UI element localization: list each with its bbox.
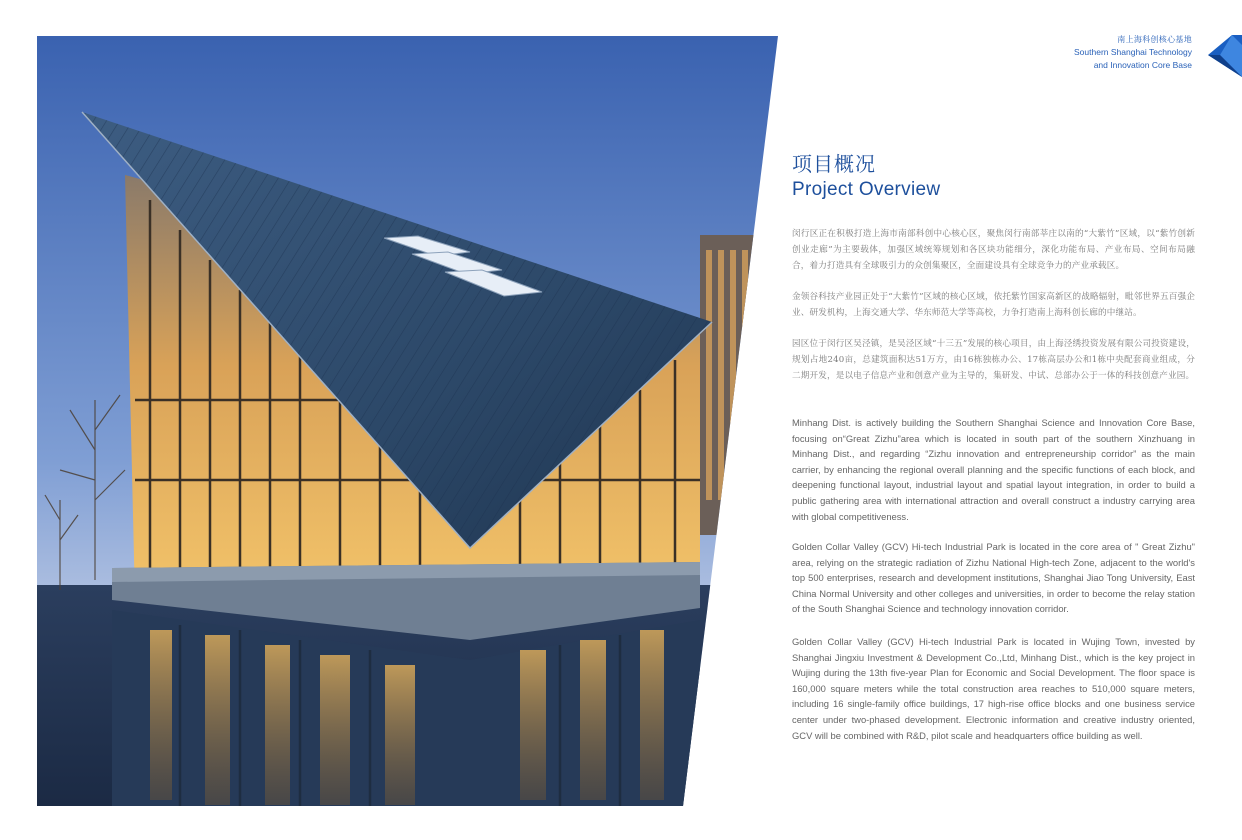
brand-name-en-line2: and Innovation Core Base xyxy=(1093,59,1192,70)
paragraph-cn-1: 闵行区正在积极打造上海市南部科创中心核心区，聚焦闵行南部莘庄以南的“大紫竹”区域，以“紫竹创新创业走廊”为主要载体，加强区域统筹规划和各区块功能细分，深化功能布局、产业布局、空间布局融合，着力打造具有全球吸引力的众创集聚区，全面建设具有全球竞争力的产业承载区。 xyxy=(792,229,1195,271)
paragraph-cn-3: 园区位于闵行区吴泾镇，是吴泾区域“十三五”发展的核心项目，由上海泾绣投资发展有限公司投资建设，规划占地240亩，总建筑面积达51万方，由16栋独栋办公、17栋高层办公和1栋中央配套商业组成，分二期开发，是以电子信息产业和创意产业为主导的，集研发、中试、总部办公于一体的科技创意产业园。 xyxy=(792,339,1195,381)
brand-block xyxy=(1074,34,1192,71)
paragraph-en-1: Minhang Dist. is actively building the Southern Shanghai Science and Innovation Core Base, focusing on“Great Zizhu”area which is located in south part of the southern Xinzhuang in Minhang Dist., and regarding “Zizhu innovation and entrepreneurship corridor” as the main carrier, by enhancing the regional overall planning and the specific functions of each block, and deepening functional layout, industrial layout and spatial layout integration, in order to build a public gathering area with international attraction and overall construct a industry carrying area with global competitiveness. xyxy=(792,417,1195,522)
brand-name-en-line1: Southern Shanghai Technology xyxy=(1074,47,1192,57)
page-title-en: Project Overview xyxy=(792,179,941,200)
brand-name-cn: 南上海科创核心基地 xyxy=(1117,35,1192,44)
paragraph-en-2: Golden Collar Valley (GCV) Hi-tech Industrial Park is located in the core area of " Great Zizhu" area, relying on the strategic radiation of Zizhu National High-tech Zone, adjacent to the world's top 500 enterprises, research and development institutions, Shanghai Jiao Tong University, East China Normal University and other colleges and universities, in order to become the relay station of the South Shanghai Science and technology innovation corridor. xyxy=(792,541,1195,615)
paragraph-en-3: Golden Collar Valley (GCV) Hi-tech Industrial Park is located in Wujing Town, invested by Shanghai Jingxiu Investment & Development Co.,Ltd, Minhang Dist., which is the key project in Wujing during the 13th five-year Plan for Economic and Social Development. The floor space is 160,000 square meters while the total construction area reaches to 510,000 square meters, including 16 single-family office buildings, 17 high-rise office blocks and one business service center under two-phased development. Electronic information and creative industry oriented, GCV will be combined with R&D, pilot scale and headquarters office building as well. xyxy=(792,636,1195,741)
page-title-cn: 项目概况 xyxy=(792,152,876,176)
paragraph-cn-2: 金领谷科技产业园正处于“大紫竹”区域的核心区域，依托紫竹国家高新区的战略辐射，毗邻世界五百强企业、研发机构，上海交通大学、华东师范大学等高校，力争打造南上海科创长廊的中继站。 xyxy=(792,292,1195,318)
logo-icon xyxy=(1202,33,1242,79)
